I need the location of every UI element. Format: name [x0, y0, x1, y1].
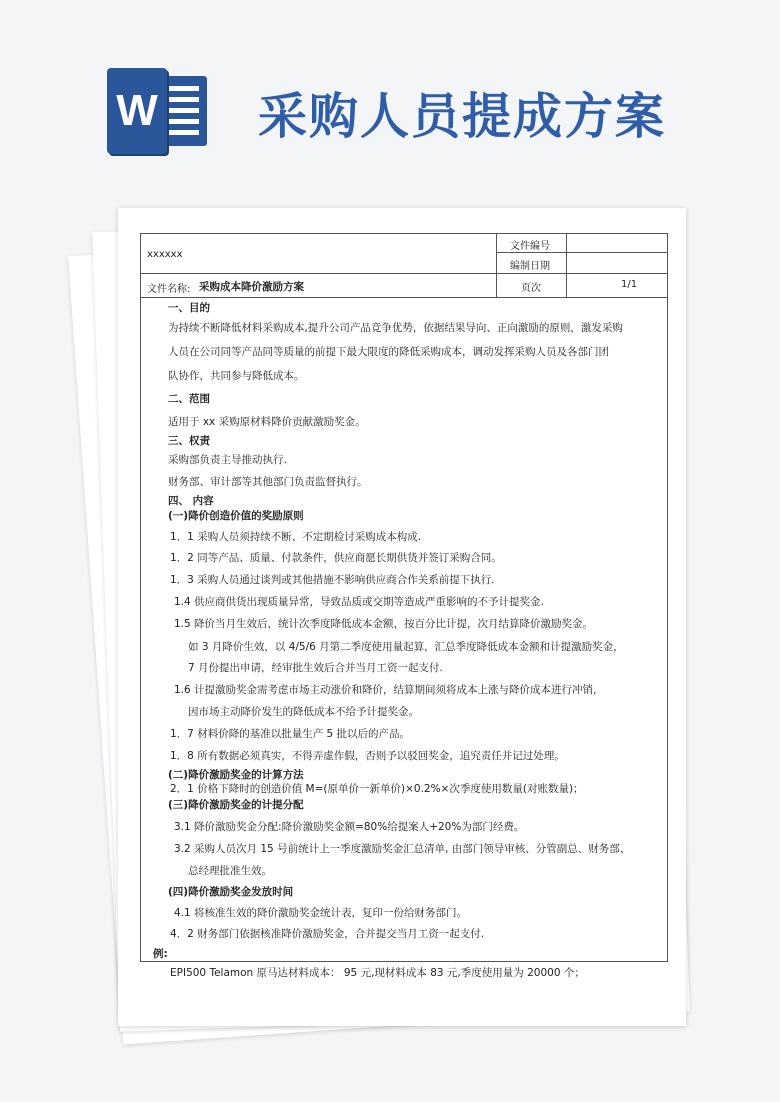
word-app-icon [107, 68, 211, 154]
file-no-label: 文件编号 [510, 241, 550, 252]
company-name: xxxxxx [147, 249, 183, 260]
section-heading: 例: [153, 948, 168, 960]
body-line: 采购部负责主导推动执行. [168, 454, 287, 466]
body-line: 7 月份提出申请，经审批生效后合并当月工资一起支付. [188, 662, 443, 674]
body-line: 1．3 采购人员通过谈判或其他措施不影响供应商合作关系前提下执行. [170, 574, 495, 586]
body-line: 因市场主动降价发生的降低成本不给予计提奖金。 [188, 706, 419, 718]
section-heading: 一、目的 [168, 302, 210, 314]
doc-name-label: 文件名称: [147, 284, 191, 295]
banner [0, 0, 780, 190]
body-line: 人员在公司同等产品同等质量的前提下最大限度的降低采购成本，调动发挥采购人员及各部门团 [168, 346, 609, 358]
body-line: 总经理批准生效。 [188, 865, 272, 877]
doc-name: 采购成本降价激励方案 [199, 281, 304, 293]
date-label: 编制日期 [510, 261, 550, 272]
body-line: 队协作，共同参与降低成本。 [168, 370, 305, 382]
body-line: 1．1 采购人员须持续不断、不定期检讨采购成本构成. [170, 531, 422, 543]
body-line: 3.1 降价激励奖金分配:降价激励奖金额=80%给提案人+20%为部门经费。 [174, 821, 525, 833]
body-line: 4.1 将核准生效的降价激励奖金统计表，复印一份给财务部门。 [174, 907, 468, 919]
body-line: 2．1 价格下降时的创造价值 M=(原单价一新单价)×0.2%×次季度使用数量(对账数量)； [170, 783, 584, 795]
body-line: 为持续不断降低材料采购成本,提升公司产品竞争优势，依据结果导向、正向激励的原则，激发采购 [168, 322, 623, 334]
section-heading: (二)降价激励奖金的计算方法 [168, 769, 304, 781]
page-label: 页次 [521, 283, 541, 294]
word-letter: W [116, 86, 158, 135]
section-heading: (四)降价激励奖金发放时间 [168, 886, 294, 898]
page-value: 1/1 [621, 279, 638, 290]
banner-title: 采购人员提成方案 [258, 88, 667, 145]
body-line: 1.5 降价当月生效后，统计次季度降低成本金额，按百分比计提，次月结算降价激励奖金。 [174, 618, 594, 630]
section-heading: (三)降价激励奖金的计提分配 [168, 799, 304, 811]
section-heading: 二、范围 [168, 393, 210, 405]
body-line: 如 3 月降价生效，以 4/5/6 月第二季度使用量起算，汇总季度降低成本金额和计提激励奖金， [188, 641, 624, 653]
section-heading: 三、权责 [168, 435, 210, 447]
body-line: 1．7 材料价降的基准以批量生产 5 批以后的产品。 [170, 728, 411, 740]
body-line: 1.6 计提激励奖金需考虑市场主动涨价和降价，结算期间须将成本上涨与降价成本进行冲销， [174, 684, 604, 696]
body-line: 财务部、审计部等其他部门负责监督执行。 [168, 476, 368, 488]
document-page [118, 208, 686, 1026]
header-table [141, 234, 667, 298]
body-line: 1．8 所有数据必须真实，不得弄虚作假，否则予以驳回奖金，追究责任并记过处理。 [170, 750, 565, 762]
body-line: 4．2 财务部门依据核准降价激励奖金，合并提交当月工资一起支付. [170, 928, 485, 940]
section-heading: 四、 内容 [168, 495, 214, 507]
body-line: EPI500 Telamon 原马达材料成本： 95 元,现材料成本 83 元,季度使用量为 20000 个； [170, 967, 585, 979]
body-line: 1．2 同等产品、质量、付款条件，供应商愿长期供货并签订采购合同。 [170, 552, 502, 564]
body-line: 3.2 采购人员次月 15 号前统计上一季度激励奖金汇总清单, 由部门领导审核、分管副总、财务部、 [174, 843, 631, 855]
body-line: 1.4 供应商供货出现质量异常，导致品质或交期等造成严重影响的不予计提奖金. [174, 596, 544, 608]
section-heading: (一)降价创造价值的奖励原则 [168, 510, 304, 522]
word-badge [107, 68, 167, 154]
body-line: 适用于 xx 采购原材料降价贡献激励奖金。 [168, 416, 366, 428]
